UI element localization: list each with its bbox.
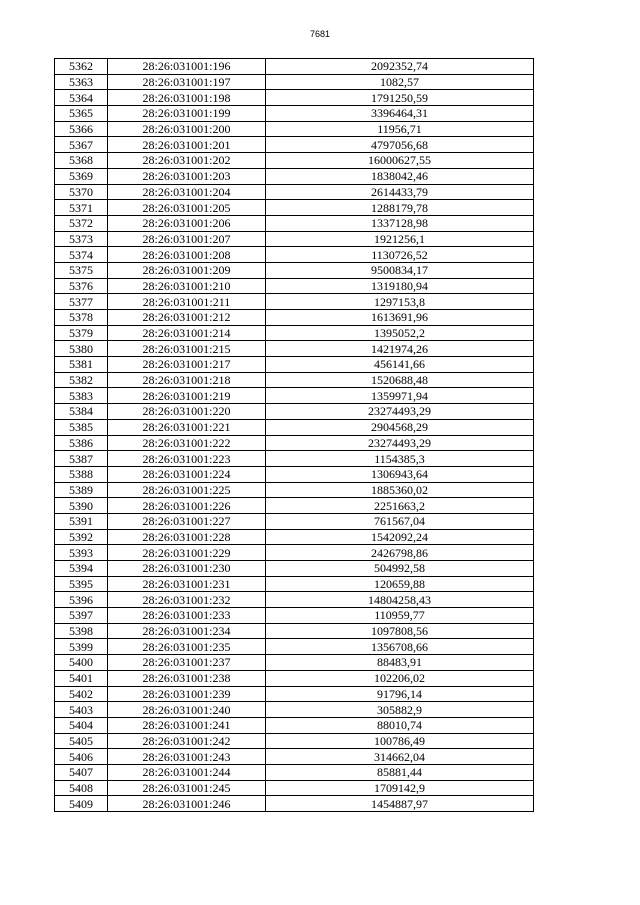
- table-row: [55, 670, 534, 686]
- row-number-cell: 5389: [55, 482, 108, 498]
- value-cell: 1337128,98: [266, 215, 534, 231]
- value-cell: 110959,77: [266, 608, 534, 624]
- value-cell: 91796,14: [266, 686, 534, 702]
- cadastral-number-cell: 28:26:031001:197: [108, 74, 266, 90]
- row-number-cell: 5385: [55, 419, 108, 435]
- row-number-cell: 5397: [55, 608, 108, 624]
- cadastral-number-cell: 28:26:031001:245: [108, 780, 266, 796]
- value-cell: 1454887,97: [266, 796, 534, 812]
- row-number-cell: 5406: [55, 749, 108, 765]
- table-row: [55, 106, 534, 122]
- row-number-cell: 5376: [55, 278, 108, 294]
- table-row: [55, 686, 534, 702]
- value-cell: 1520688,48: [266, 372, 534, 388]
- cadastral-number-cell: 28:26:031001:220: [108, 404, 266, 420]
- row-number-cell: 5399: [55, 639, 108, 655]
- cadastral-number-cell: 28:26:031001:229: [108, 545, 266, 561]
- table-row: [55, 90, 534, 106]
- table-row: [55, 749, 534, 765]
- table-row: [55, 153, 534, 169]
- cadastral-number-cell: 28:26:031001:203: [108, 168, 266, 184]
- row-number-cell: 5367: [55, 137, 108, 153]
- table-row: [55, 717, 534, 733]
- table-row: [55, 639, 534, 655]
- value-cell: 1130726,52: [266, 247, 534, 263]
- value-cell: 102206,02: [266, 670, 534, 686]
- cadastral-number-cell: 28:26:031001:208: [108, 247, 266, 263]
- cadastral-number-cell: 28:26:031001:211: [108, 294, 266, 310]
- cadastral-number-cell: 28:26:031001:215: [108, 341, 266, 357]
- row-number-cell: 5401: [55, 670, 108, 686]
- row-number-cell: 5386: [55, 435, 108, 451]
- row-number-cell: 5363: [55, 74, 108, 90]
- value-cell: 1709142,9: [266, 780, 534, 796]
- cadastral-number-cell: 28:26:031001:201: [108, 137, 266, 153]
- row-number-cell: 5405: [55, 733, 108, 749]
- row-number-cell: 5395: [55, 576, 108, 592]
- value-cell: 1542092,24: [266, 529, 534, 545]
- value-cell: 14804258,43: [266, 592, 534, 608]
- table-row: [55, 200, 534, 216]
- row-number-cell: 5392: [55, 529, 108, 545]
- row-number-cell: 5393: [55, 545, 108, 561]
- row-number-cell: 5377: [55, 294, 108, 310]
- row-number-cell: 5382: [55, 372, 108, 388]
- cadastral-number-cell: 28:26:031001:218: [108, 372, 266, 388]
- table-row: [55, 435, 534, 451]
- cadastral-number-cell: 28:26:031001:240: [108, 702, 266, 718]
- row-number-cell: 5374: [55, 247, 108, 263]
- table-row: [55, 262, 534, 278]
- table-row: [55, 247, 534, 263]
- row-number-cell: 5383: [55, 388, 108, 404]
- cadastral-number-cell: 28:26:031001:239: [108, 686, 266, 702]
- cadastral-number-cell: 28:26:031001:228: [108, 529, 266, 545]
- cadastral-number-cell: 28:26:031001:242: [108, 733, 266, 749]
- value-cell: 1097808,56: [266, 623, 534, 639]
- row-number-cell: 5409: [55, 796, 108, 812]
- value-cell: 1359971,94: [266, 388, 534, 404]
- row-number-cell: 5366: [55, 121, 108, 137]
- value-cell: 1306943,64: [266, 466, 534, 482]
- row-number-cell: 5368: [55, 153, 108, 169]
- value-cell: 456141,66: [266, 357, 534, 373]
- row-number-cell: 5387: [55, 451, 108, 467]
- row-number-cell: 5375: [55, 262, 108, 278]
- value-cell: 1838042,46: [266, 168, 534, 184]
- value-cell: 1319180,94: [266, 278, 534, 294]
- value-cell: 3396464,31: [266, 106, 534, 122]
- row-number-cell: 5407: [55, 764, 108, 780]
- table-row: [55, 215, 534, 231]
- value-cell: 1395052,2: [266, 325, 534, 341]
- cadastral-number-cell: 28:26:031001:246: [108, 796, 266, 812]
- cadastral-number-cell: 28:26:031001:214: [108, 325, 266, 341]
- table-row: [55, 310, 534, 326]
- cadastral-number-cell: 28:26:031001:223: [108, 451, 266, 467]
- table-row: [55, 545, 534, 561]
- value-cell: 504992,58: [266, 561, 534, 577]
- row-number-cell: 5404: [55, 717, 108, 733]
- cadastral-number-cell: 28:26:031001:207: [108, 231, 266, 247]
- table-row: [55, 137, 534, 153]
- row-number-cell: 5394: [55, 561, 108, 577]
- value-cell: 314662,04: [266, 749, 534, 765]
- value-cell: 1613691,96: [266, 310, 534, 326]
- cadastral-number-cell: 28:26:031001:204: [108, 184, 266, 200]
- row-number-cell: 5379: [55, 325, 108, 341]
- value-cell: 1288179,78: [266, 200, 534, 216]
- row-number-cell: 5380: [55, 341, 108, 357]
- cadastral-number-cell: 28:26:031001:234: [108, 623, 266, 639]
- value-cell: 23274493,29: [266, 404, 534, 420]
- cadastral-number-cell: 28:26:031001:219: [108, 388, 266, 404]
- row-number-cell: 5378: [55, 310, 108, 326]
- value-cell: 1082,57: [266, 74, 534, 90]
- row-number-cell: 5371: [55, 200, 108, 216]
- row-number-cell: 5370: [55, 184, 108, 200]
- cadastral-number-cell: 28:26:031001:196: [108, 59, 266, 75]
- value-cell: 88010,74: [266, 717, 534, 733]
- cadastral-number-cell: 28:26:031001:199: [108, 106, 266, 122]
- cadastral-number-cell: 28:26:031001:231: [108, 576, 266, 592]
- value-cell: 1921256,1: [266, 231, 534, 247]
- value-cell: 2614433,79: [266, 184, 534, 200]
- cadastral-number-cell: 28:26:031001:233: [108, 608, 266, 624]
- table-row: [55, 733, 534, 749]
- table-row: [55, 796, 534, 812]
- cadastral-number-cell: 28:26:031001:230: [108, 561, 266, 577]
- table-row: [55, 357, 534, 373]
- value-cell: 1154385,3: [266, 451, 534, 467]
- table-row: [55, 294, 534, 310]
- cadastral-number-cell: 28:26:031001:226: [108, 498, 266, 514]
- value-cell: 9500834,17: [266, 262, 534, 278]
- row-number-cell: 5398: [55, 623, 108, 639]
- value-cell: 23274493,29: [266, 435, 534, 451]
- value-cell: 1356708,66: [266, 639, 534, 655]
- table-row: [55, 608, 534, 624]
- table-row: [55, 764, 534, 780]
- value-cell: 1421974,26: [266, 341, 534, 357]
- table-row: [55, 325, 534, 341]
- cadastral-number-cell: 28:26:031001:217: [108, 357, 266, 373]
- cadastral-number-cell: 28:26:031001:227: [108, 513, 266, 529]
- table-row: [55, 561, 534, 577]
- value-cell: 2251663,2: [266, 498, 534, 514]
- cadastral-number-cell: 28:26:031001:202: [108, 153, 266, 169]
- row-number-cell: 5369: [55, 168, 108, 184]
- table-row: [55, 592, 534, 608]
- value-cell: 4797056,68: [266, 137, 534, 153]
- table-row: [55, 121, 534, 137]
- row-number-cell: 5408: [55, 780, 108, 796]
- table-row: [55, 419, 534, 435]
- table-row: [55, 780, 534, 796]
- cadastral-number-cell: 28:26:031001:243: [108, 749, 266, 765]
- value-cell: 1791250,59: [266, 90, 534, 106]
- table-row: [55, 372, 534, 388]
- value-cell: 305882,9: [266, 702, 534, 718]
- cadastral-number-cell: 28:26:031001:225: [108, 482, 266, 498]
- cadastral-number-cell: 28:26:031001:205: [108, 200, 266, 216]
- value-cell: 88483,91: [266, 655, 534, 671]
- table-row: [55, 59, 534, 75]
- table-row: [55, 278, 534, 294]
- cadastral-number-cell: 28:26:031001:212: [108, 310, 266, 326]
- row-number-cell: 5388: [55, 466, 108, 482]
- cadastral-number-cell: 28:26:031001:224: [108, 466, 266, 482]
- cadastral-number-cell: 28:26:031001:241: [108, 717, 266, 733]
- row-number-cell: 5381: [55, 357, 108, 373]
- table-row: [55, 513, 534, 529]
- value-cell: 11956,71: [266, 121, 534, 137]
- value-cell: 761567,04: [266, 513, 534, 529]
- row-number-cell: 5391: [55, 513, 108, 529]
- value-cell: 120659,88: [266, 576, 534, 592]
- cadastral-number-cell: 28:26:031001:221: [108, 419, 266, 435]
- row-number-cell: 5402: [55, 686, 108, 702]
- row-number-cell: 5390: [55, 498, 108, 514]
- table-row: [55, 74, 534, 90]
- value-cell: 2092352,74: [266, 59, 534, 75]
- table-row: [55, 388, 534, 404]
- table-row: [55, 404, 534, 420]
- cadastral-number-cell: 28:26:031001:206: [108, 215, 266, 231]
- table-row: [55, 576, 534, 592]
- table-row: [55, 341, 534, 357]
- row-number-cell: 5365: [55, 106, 108, 122]
- page-number: 7681: [309, 29, 331, 39]
- value-cell: 2904568,29: [266, 419, 534, 435]
- cadastral-number-cell: 28:26:031001:237: [108, 655, 266, 671]
- cadastral-table: [54, 58, 534, 812]
- row-number-cell: 5364: [55, 90, 108, 106]
- table-row: [55, 623, 534, 639]
- row-number-cell: 5400: [55, 655, 108, 671]
- value-cell: 2426798,86: [266, 545, 534, 561]
- value-cell: 1885360,02: [266, 482, 534, 498]
- table-row: [55, 466, 534, 482]
- table-row: [55, 184, 534, 200]
- table-body: [55, 59, 534, 812]
- value-cell: 1297153,8: [266, 294, 534, 310]
- cadastral-number-cell: 28:26:031001:209: [108, 262, 266, 278]
- cadastral-number-cell: 28:26:031001:200: [108, 121, 266, 137]
- row-number-cell: 5403: [55, 702, 108, 718]
- table-row: [55, 168, 534, 184]
- table-row: [55, 655, 534, 671]
- cadastral-number-cell: 28:26:031001:238: [108, 670, 266, 686]
- cadastral-number-cell: 28:26:031001:232: [108, 592, 266, 608]
- cadastral-number-cell: 28:26:031001:210: [108, 278, 266, 294]
- row-number-cell: 5373: [55, 231, 108, 247]
- table-row: [55, 451, 534, 467]
- table-row: [55, 529, 534, 545]
- row-number-cell: 5372: [55, 215, 108, 231]
- table-row: [55, 231, 534, 247]
- table-row: [55, 498, 534, 514]
- cadastral-number-cell: 28:26:031001:244: [108, 764, 266, 780]
- table-row: [55, 702, 534, 718]
- row-number-cell: 5362: [55, 59, 108, 75]
- value-cell: 85881,44: [266, 764, 534, 780]
- value-cell: 100786,49: [266, 733, 534, 749]
- table-row: [55, 482, 534, 498]
- value-cell: 16000627,55: [266, 153, 534, 169]
- cadastral-number-cell: 28:26:031001:198: [108, 90, 266, 106]
- cadastral-number-cell: 28:26:031001:235: [108, 639, 266, 655]
- cadastral-number-cell: 28:26:031001:222: [108, 435, 266, 451]
- row-number-cell: 5396: [55, 592, 108, 608]
- row-number-cell: 5384: [55, 404, 108, 420]
